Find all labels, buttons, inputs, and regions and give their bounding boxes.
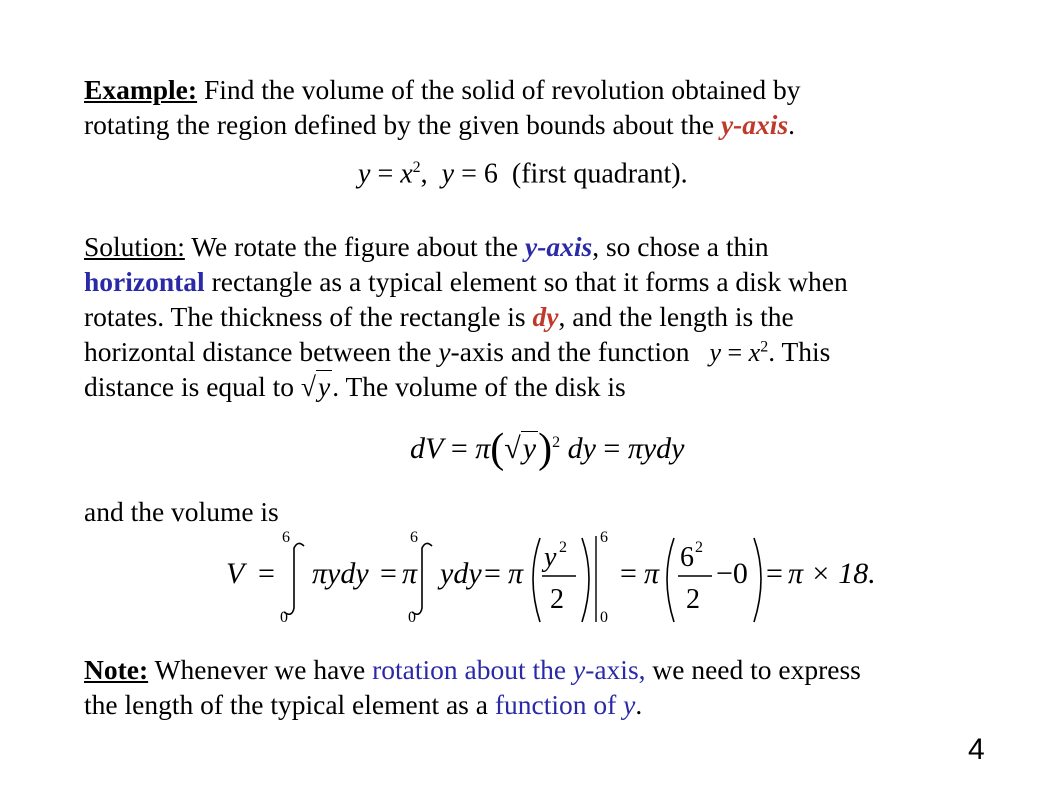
solution-text: distance is equal to — [84, 371, 295, 402]
volume-intro: and the volume is — [84, 496, 279, 527]
eq-var: dy — [567, 432, 596, 465]
eq-pi: π — [508, 557, 524, 590]
fraction-denominator: 2 — [686, 584, 700, 615]
note-blue: function of — [494, 689, 624, 720]
solution-label: Solution: — [84, 231, 185, 262]
left-paren: ( — [490, 426, 505, 472]
eval-lower: 0 — [600, 609, 608, 626]
example-axis: y-axis — [720, 109, 789, 140]
eval-upper: 6 — [600, 529, 608, 546]
disk-equation — [410, 428, 685, 470]
note-label: Note: — [84, 654, 149, 685]
solution-text: rotates. The thickness of the rectangle is — [84, 301, 533, 332]
fraction-denominator: 2 — [550, 584, 564, 615]
solution-text: horizontal distance between the — [84, 336, 439, 367]
eq-var: dV — [410, 432, 444, 465]
volume-equation — [222, 528, 882, 628]
solution-paragraph — [84, 229, 984, 404]
note-text: Whenever we have — [148, 654, 373, 685]
solution-y: y — [438, 336, 451, 367]
eq-var: x — [748, 338, 761, 367]
integral-upper: 6 — [410, 529, 418, 546]
eq-exponent: 2 — [760, 338, 769, 356]
inline-sqrt — [301, 369, 332, 404]
integral-upper: 6 — [282, 529, 290, 546]
solution-text: . This — [768, 336, 831, 367]
eq-pi: π — [402, 557, 418, 590]
example-line1: Find the volume of the solid of revolution obtained by — [197, 74, 801, 105]
integral-lower: 0 — [280, 609, 288, 626]
sqrt-arg: y — [317, 371, 331, 402]
example-line2: rotating the region defined by the given bounds about the — [84, 109, 721, 140]
eq-var: y — [358, 158, 371, 190]
eq-sign: = — [484, 557, 501, 590]
left-paren — [667, 538, 674, 622]
fraction-numerator: 6 — [680, 542, 694, 573]
eq-exponent: 2 — [559, 539, 567, 556]
example-paragraph — [84, 72, 984, 142]
solution-text: , and the length is the — [558, 301, 794, 332]
right-paren: ) — [538, 426, 553, 472]
eq-pi: π — [627, 432, 643, 465]
eq-exponent: 2 — [412, 159, 421, 176]
eq-var: y — [709, 338, 721, 367]
solution-horizontal: horizontal — [84, 266, 205, 297]
eq-sign: = — [377, 158, 394, 190]
disk-sqrt — [504, 434, 538, 464]
eq-var: y — [441, 158, 455, 190]
sqrt-icon: √ — [300, 371, 316, 402]
solution-text: -axis and the function — [450, 336, 690, 367]
eq-sign: = — [461, 158, 477, 190]
note-y: y — [623, 689, 636, 720]
solution-text: rectangle as a typical element so that it forms a disk when — [204, 266, 848, 297]
eq-var: V — [226, 557, 245, 590]
note-y: y — [572, 654, 586, 685]
eq-note: (first quadrant). — [511, 158, 688, 190]
eq-exponent: 2 — [552, 434, 561, 451]
page-number: 4 — [968, 733, 985, 766]
note-blue: rotation about the — [372, 654, 573, 685]
right-paren — [582, 538, 589, 622]
sqrt-icon: √ — [504, 432, 521, 465]
inline-function — [696, 338, 768, 367]
bounds-equation — [358, 160, 688, 188]
eq-pi: π — [644, 557, 660, 590]
note-text: we need to express — [645, 654, 861, 685]
solution-text: , so chose a thin — [592, 231, 769, 262]
eq-value: 6 — [483, 158, 498, 190]
example-period: . — [788, 109, 796, 140]
eq-term: −0 — [716, 557, 748, 590]
integral-icon — [284, 543, 304, 614]
fraction-numerator: y — [544, 542, 557, 573]
eq-var: x — [400, 158, 413, 190]
eq-sign: = — [620, 557, 637, 590]
note-text: the length of the typical element as a — [84, 689, 495, 720]
eq-term: πydy — [312, 557, 369, 590]
right-paren — [754, 538, 761, 622]
solution-dy: dy — [532, 301, 559, 332]
note-text: . — [635, 689, 643, 720]
solution-axis: y-axis — [525, 231, 593, 262]
eq-term: ydy — [440, 557, 482, 590]
left-paren — [533, 538, 540, 622]
note-paragraph — [84, 652, 984, 722]
sqrt-arg: y — [522, 432, 537, 465]
eq-exponent: 2 — [695, 539, 703, 556]
eq-sign: = — [450, 432, 468, 465]
eq-var: ydy — [642, 432, 685, 465]
example-label: Example: — [84, 74, 198, 105]
eq-sign: = — [766, 557, 783, 590]
solution-text: . The volume of the disk is — [332, 371, 626, 402]
eq-result: π × 18. — [788, 557, 876, 590]
eq-sign: = — [258, 557, 275, 590]
eq-sep: , — [420, 158, 428, 190]
eq-sign: = — [380, 557, 397, 590]
eq-sign: = — [603, 432, 621, 465]
note-blue: -axis, — [585, 654, 646, 685]
eq-pi: π — [475, 432, 491, 465]
eq-sign: = — [727, 338, 743, 367]
integral-lower: 0 — [408, 609, 416, 626]
solution-text: We rotate the figure about the — [184, 231, 525, 262]
